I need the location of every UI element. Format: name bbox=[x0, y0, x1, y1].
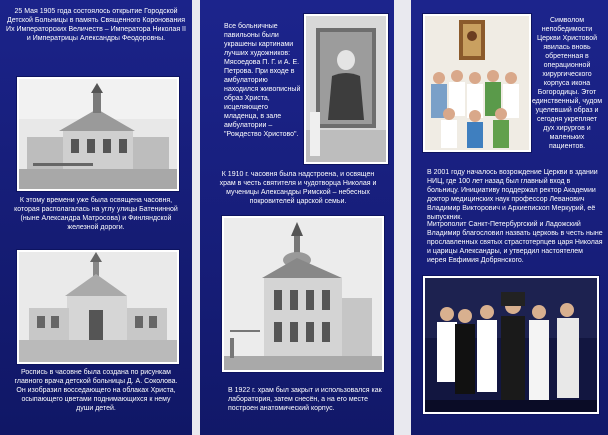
hospital-building-illustration bbox=[19, 79, 177, 189]
hospital-building-photo bbox=[17, 77, 179, 191]
metropolitan-paragraph: Митрополит Санкт-Петербургский и Ладожский Владимир благословил назвать церковь в честь ныне прославленных святых страстотерпцев царя Николая и царицы Александры, и утвердил настоятелем иерея Евфимия Добрянского. bbox=[427, 221, 603, 264]
consecration-1910-paragraph: К 1910 г. часовня была надстроена, и освящен храм в честь святителя и чудотворца Николая и мученицы Александры Римской – небесных покровителей царской семьи. bbox=[219, 171, 377, 205]
revival-2001-paragraph: В 2001 году началось возрождение Церкви в здании НИЦ, где 100 лет назад был главный вход в больницу. Инициативу поддержал ректор Академии доктор медицинских наук профессор Леванович Владимир Викторович и Архиепископ Меркурий, её выпускник. bbox=[427, 169, 598, 221]
christ-painting-photo bbox=[304, 14, 388, 164]
panel-fold-2 bbox=[394, 0, 411, 435]
leaflet-panel-right bbox=[411, 0, 608, 435]
clergy-group-illustration bbox=[425, 278, 597, 412]
chapel-photo bbox=[17, 250, 179, 364]
closure-1922-paragraph: В 1922 г. храм был закрыт и использовался как лаборатория, затем снесён, а на его месте построен анатомический корпус. bbox=[228, 387, 382, 412]
clergy-group-photo bbox=[423, 276, 599, 414]
panel-fold-1 bbox=[192, 0, 200, 435]
pavilions-paragraph: Все больничные павильоны были украшены картинами лучших художников: Мясоедова П. Г. и А. Е. Петрова. При входе в амбулаторию находился живописный образ Христа, исцеляющего младенца, в зале амбулатории – "Рождество Христово". bbox=[224, 23, 301, 138]
staff-with-icon-illustration bbox=[425, 16, 529, 150]
church-1910-illustration bbox=[224, 218, 382, 370]
painting-note-paragraph: Роспись в часовне была создана по рисункам главного врача детской больницы Д. А. Соколова. Он изобразил восседающего на облаках Христа, осыпающего цветами поднимающихся к нему души детей. bbox=[14, 369, 178, 412]
intro-paragraph: 25 Мая 1905 года состоялось открытие Городской Детской Больницы в память Священного Коронования Их Императорских Величеств – Императора Николая II и Императрицы Александры Феодоровны. bbox=[6, 8, 186, 42]
chapel-illustration bbox=[19, 252, 177, 362]
christ-painting-illustration bbox=[306, 16, 386, 162]
icon-symbol-paragraph: Символом непобедимости Церкви Христовой явилась вновь обретенная в операционной хирургического корпуса икона Богородицы. Этот единственный, чудом уцелевший образ и сегодня укрепляет дух хирургов и маленьких пациентов. bbox=[531, 17, 603, 150]
leaflet-panel-left bbox=[0, 0, 192, 435]
church-1910-photo bbox=[222, 216, 384, 372]
chapel-location-paragraph: К этому времени уже была освящена часовня, которая располагалась на углу улицы Батенинной (ныне Александра Матросова) и Финляндской железной дороги. bbox=[14, 197, 178, 231]
staff-with-icon-photo bbox=[423, 14, 531, 152]
leaflet-panel-middle bbox=[200, 0, 394, 435]
